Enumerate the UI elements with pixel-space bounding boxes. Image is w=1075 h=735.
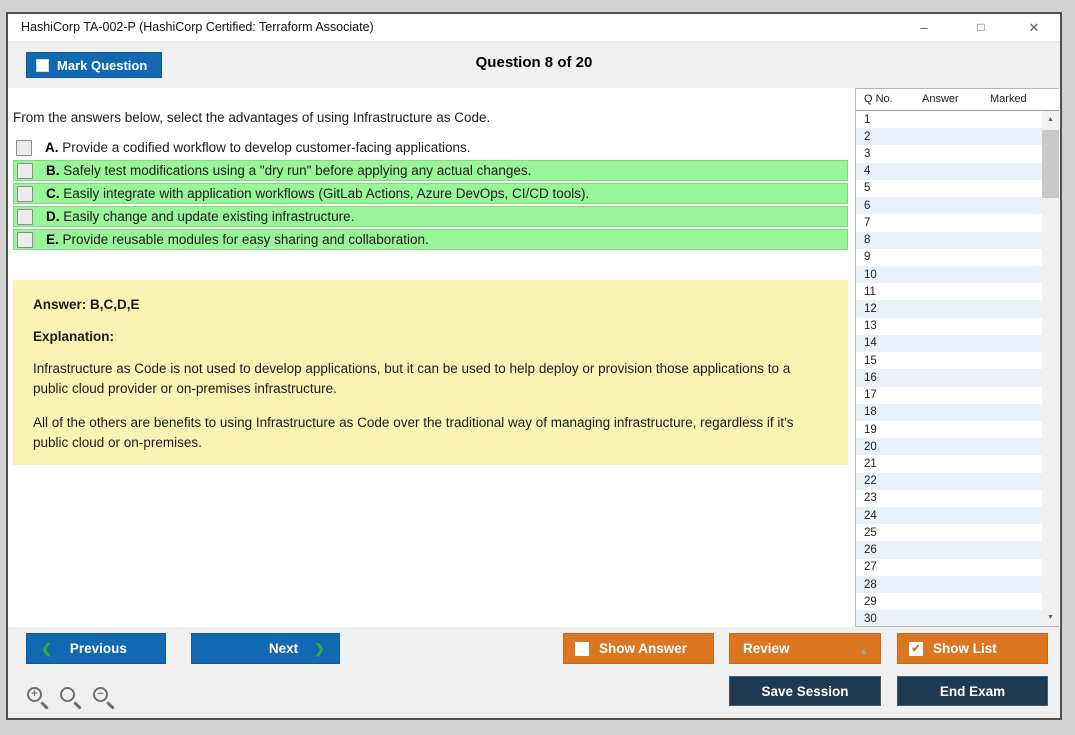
question-number: 14 [864,337,877,350]
zoom-out-icon[interactable] [92,686,116,710]
question-list-row-24[interactable] [856,507,1042,524]
explanation-heading: Explanation: [33,329,115,344]
question-list-row-17[interactable] [856,387,1042,404]
question-list-row-18[interactable] [856,404,1042,421]
question-list-row-15[interactable] [856,352,1042,369]
question-list-scrollbar[interactable] [1042,111,1059,626]
question-list-row-22[interactable] [856,473,1042,490]
previous-button[interactable] [26,633,166,664]
mark-question-button[interactable] [26,52,162,78]
question-number: 8 [864,234,871,247]
zoom-in-icon[interactable] [26,686,50,710]
show-answer-button[interactable] [563,633,714,664]
end-exam-label: End Exam [939,683,1006,699]
explanation-paragraph: Infrastructure as Code is not used to develop applications, but it can be used to help deploy or provision those applications to a public cloud provider or on-premises infrastructure. [33,361,791,396]
question-number: 24 [864,509,877,522]
bottom-toolbar [8,627,1060,718]
answer-checkbox[interactable] [17,232,33,248]
mark-question-label: Mark Question [57,57,148,73]
explanation-paragraph: All of the others are benefits to using Infrastructure as Code over the traditional way of managing infrastructure, regardless if it's public cloud or on-premises. [33,415,794,450]
question-number: 21 [864,457,877,470]
zoom-out-handle [106,701,114,709]
question-number: 7 [864,216,871,229]
explanation-box [13,280,848,465]
show-list-label: Show List [933,641,997,656]
zoom-reset-icon[interactable] [59,686,83,710]
answer-checkbox[interactable] [17,163,33,179]
question-list-row-4[interactable] [856,163,1042,180]
question-list-row-29[interactable] [856,593,1042,610]
question-list-header [856,89,1059,111]
question-list-row-20[interactable] [856,438,1042,455]
question-number: 30 [864,612,877,625]
answer-checkbox[interactable] [17,209,33,225]
question-list-row-14[interactable] [856,335,1042,352]
zoom-in-sign: + [27,687,42,702]
window-title: HashiCorp TA-002-P (HashiCorp Certified: Terraform Associate) [21,20,374,34]
question-number: 19 [864,423,877,436]
answer-option-a[interactable] [13,137,848,158]
show-list-checkbox[interactable]: ✔ [909,642,923,656]
answer-text: A. Provide a codified workflow to develop customer-facing applications. [45,140,471,155]
column-header-marked: Marked [990,93,1027,105]
question-list-row-6[interactable] [856,197,1042,214]
answer-checkbox[interactable] [16,140,32,156]
question-list-row-28[interactable] [856,576,1042,593]
save-session-label: Save Session [761,683,849,699]
minimize-icon[interactable]: – [920,20,928,35]
show-list-button[interactable] [897,633,1048,664]
answer-option-d[interactable] [13,206,848,227]
question-list-row-1[interactable] [856,111,1042,128]
question-number: 12 [864,303,877,316]
question-list-row-23[interactable] [856,490,1042,507]
end-exam-button[interactable] [897,676,1048,706]
scrollbar-thumb[interactable] [1042,130,1059,198]
question-number: 15 [864,354,877,367]
question-number: 11 [864,285,876,298]
chevron-left-icon: ❮ [41,640,52,656]
question-number: 27 [864,561,877,574]
question-list-row-27[interactable] [856,559,1042,576]
question-number: 17 [864,389,877,402]
question-list-row-30[interactable] [856,610,1042,626]
review-label: Review [743,641,790,656]
dropdown-arrow-icon: ▲ [859,646,868,656]
question-number: 26 [864,544,877,557]
scroll-up-icon[interactable]: ▲ [1047,116,1054,123]
question-number: 22 [864,475,877,488]
question-list-row-10[interactable] [856,266,1042,283]
question-number: 10 [864,268,877,281]
chevron-right-icon: ❯ [314,640,325,656]
zoom-out-sign: − [93,687,108,702]
question-number: 9 [864,251,871,264]
question-list-panel [855,88,1059,627]
answer-text: B. Safely test modifications using a "dry run" before applying any actual changes. [46,163,532,178]
answer-option-b[interactable] [13,160,848,181]
show-answer-label: Show Answer [599,641,688,656]
question-number: 23 [864,492,877,505]
question-list-row-19[interactable] [856,421,1042,438]
question-list-row-2[interactable] [856,128,1042,145]
question-number: 5 [864,182,871,195]
next-button[interactable] [191,633,340,664]
column-header-qno: Q No. [864,93,893,105]
question-number: 20 [864,440,877,453]
review-dropdown-button[interactable] [729,633,881,664]
zoom-in-handle [40,701,48,709]
scroll-down-icon[interactable]: ▼ [1047,614,1054,621]
close-icon[interactable]: ✕ [1028,20,1040,35]
question-area [8,88,855,627]
question-list-row-9[interactable] [856,249,1042,266]
top-toolbar [8,42,1060,88]
question-list-row-26[interactable] [856,541,1042,558]
zoom-reset-circle [60,687,75,702]
answer-text: E. Provide reusable modules for easy sharing and collaboration. [46,232,429,247]
next-label: Next [268,641,299,656]
question-number: 29 [864,595,877,608]
column-header-answer: Answer [922,93,959,105]
app-window [6,12,1062,720]
previous-label: Previous [69,641,127,656]
answer-option-c[interactable] [13,183,848,204]
question-list-row-12[interactable] [856,300,1042,317]
question-list-row-8[interactable] [856,232,1042,249]
answer-line: Answer: B,C,D,E [33,297,140,312]
question-number: 28 [864,578,877,591]
question-list-row-3[interactable] [856,145,1042,162]
answer-text: C. Easily integrate with application workflows (GitLab Actions, Azure DevOps, CI/CD tools). [46,186,590,201]
question-list-row-21[interactable] [856,455,1042,472]
save-session-button[interactable] [729,676,881,706]
answer-checkbox[interactable] [17,186,33,202]
question-number: 2 [864,130,871,143]
question-list-rows [856,111,1042,626]
question-number: 3 [864,148,871,161]
answer-text: D. Easily change and update existing infrastructure. [46,209,355,224]
question-number: 6 [864,199,871,212]
zoom-tools [26,686,116,710]
show-answer-checkbox[interactable] [575,642,589,656]
question-number: 4 [864,165,871,178]
question-text: From the answers below, select the advantages of using Infrastructure as Code. [13,110,491,125]
question-number: 13 [864,320,877,333]
maximize-icon[interactable]: □ [977,20,985,34]
question-list-row-13[interactable] [856,318,1042,335]
question-counter: Question 8 of 20 [475,54,593,71]
question-number: 18 [864,406,877,419]
question-number: 1 [864,113,871,126]
question-list-row-16[interactable] [856,369,1042,386]
question-list-row-25[interactable] [856,524,1042,541]
mark-question-checkbox[interactable] [36,59,49,72]
answer-list [13,137,848,252]
question-number: 16 [864,371,877,384]
question-list-row-7[interactable] [856,214,1042,231]
answer-option-e[interactable] [13,229,848,250]
question-list-row-5[interactable] [856,180,1042,197]
zoom-reset-handle [73,701,81,709]
title-bar [8,14,1060,42]
question-list-row-11[interactable] [856,283,1042,300]
question-number: 25 [864,526,877,539]
